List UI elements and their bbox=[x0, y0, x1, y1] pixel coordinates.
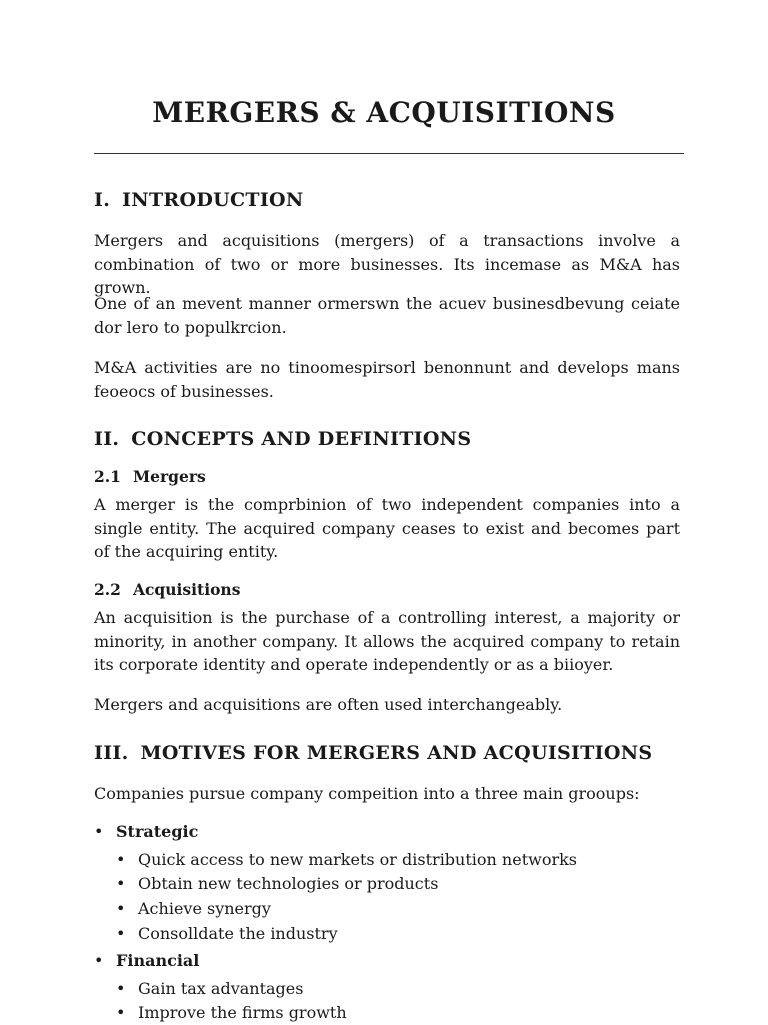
list-item-text: Achieve synergy bbox=[138, 899, 271, 918]
bullet-marker: • bbox=[116, 899, 126, 918]
list-item-text: Quick access to new markets or distribution networks bbox=[138, 850, 578, 869]
section-title: CONCEPTS AND DEFINITIONS bbox=[131, 428, 472, 450]
title-divider bbox=[94, 153, 684, 154]
list-item-text: Improve the firms growth bbox=[138, 1003, 347, 1022]
bullet-marker: • bbox=[94, 822, 104, 841]
intro-paragraph-1: Mergers and acquisitions (mergers) of a transactions involve a combination of two or more businesses. Its incemase as M&A has grown. bbox=[94, 231, 680, 297]
section-heading-introduction bbox=[94, 189, 304, 211]
intro-paragraph-2: One of an mevent manner ormerswn the acuev businesdbevung ceiate dor lero to populkrcion. bbox=[94, 294, 680, 337]
section-title: INTRODUCTION bbox=[122, 189, 304, 211]
list-item-financial bbox=[94, 949, 199, 973]
subsection-heading-mergers bbox=[94, 467, 206, 486]
subsection-title: Acquisitions bbox=[132, 580, 241, 599]
bullet-marker: • bbox=[116, 850, 126, 869]
section-number: III. bbox=[94, 742, 129, 764]
list-item-text: Obtain new technologies or products bbox=[138, 874, 439, 893]
section-number: I. bbox=[94, 189, 111, 211]
list-item-text: Consolldate the industry bbox=[138, 924, 338, 943]
list-item bbox=[116, 922, 338, 946]
acquisitions-note: Mergers and acquisitions are often used interchangeably. bbox=[94, 695, 563, 714]
list-item-text: Gain tax advantages bbox=[138, 979, 304, 998]
subsection-title: Mergers bbox=[132, 467, 206, 486]
page-title: MERGERS & ACQUISITIONS bbox=[152, 96, 616, 129]
list-item bbox=[116, 1001, 347, 1025]
section-number: II. bbox=[94, 428, 120, 450]
list-item-strategic bbox=[94, 820, 198, 844]
subsection-number: 2.2 bbox=[94, 580, 121, 599]
section-heading-concepts bbox=[94, 428, 471, 450]
subsection-heading-acquisitions bbox=[94, 580, 240, 599]
bullet-marker: • bbox=[94, 951, 104, 970]
list-item bbox=[116, 872, 438, 896]
list-item bbox=[116, 897, 271, 921]
section-heading-motives bbox=[94, 742, 652, 764]
bullet-marker: • bbox=[116, 874, 126, 893]
group-label: Financial bbox=[116, 951, 200, 970]
motives-intro: Companies pursue company compeition into a three main grooups: bbox=[94, 784, 640, 803]
bullet-marker: • bbox=[116, 1003, 126, 1022]
bullet-marker: • bbox=[116, 924, 126, 943]
subsection-number: 2.1 bbox=[94, 467, 121, 486]
acquisitions-definition: An acquisition is the purchase of a controlling interest, a majority or minority, in another company. It allows the acquired company to retain its corporate identity and operate independently or as a biioyer. bbox=[94, 608, 680, 674]
intro-paragraph-3: M&A activities are no tinoomespirsorl benonnunt and develops mans feoeocs of businesses. bbox=[94, 358, 680, 401]
bullet-marker: • bbox=[116, 979, 126, 998]
section-title: MOTIVES FOR MERGERS AND ACQUISITIONS bbox=[140, 742, 653, 764]
list-item bbox=[116, 848, 577, 872]
mergers-definition: A merger is the comprbinion of two independent companies into a single entity. The acquired company ceases to exist and becomes part of the acquiring entity. bbox=[94, 495, 680, 561]
list-item bbox=[116, 977, 303, 1001]
group-label: Strategic bbox=[116, 822, 199, 841]
